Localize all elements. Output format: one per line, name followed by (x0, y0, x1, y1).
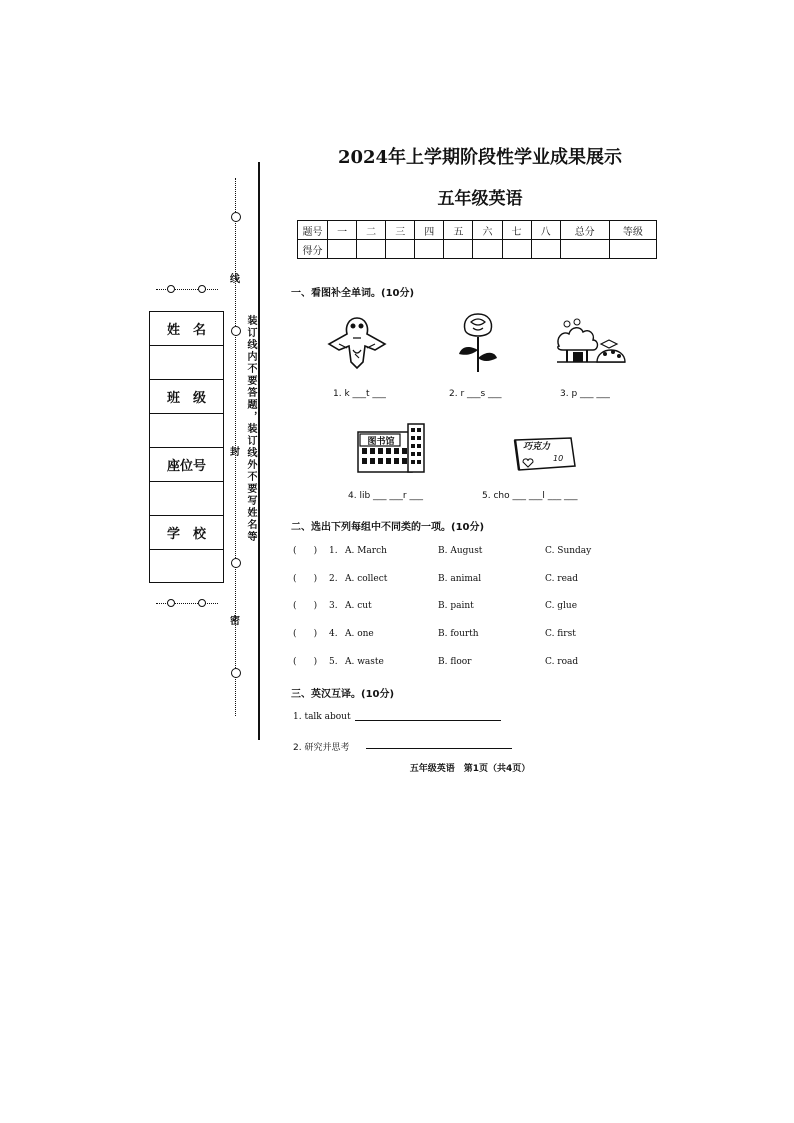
score-header-cell: 七 (502, 221, 531, 240)
answer-paren[interactable]: ( ) (293, 546, 318, 556)
section3-item-2: 2. 研究并思考 (293, 743, 350, 753)
score-header-cell: 等级 (609, 221, 656, 240)
binding-hole-icon (198, 285, 206, 293)
info-label-class: 班 级 (150, 380, 223, 414)
score-header-cell: 题号 (298, 221, 328, 240)
score-header-cell: 六 (473, 221, 502, 240)
question-number: 3. (329, 601, 338, 611)
option-a[interactable]: A. cut (345, 601, 372, 611)
option-a[interactable]: A. one (345, 629, 374, 639)
seal-char-xian: 线 (230, 274, 240, 285)
seal-char-mi: 密 (230, 616, 240, 627)
option-b[interactable]: B. floor (438, 657, 472, 667)
section2-heading: 二、选出下列每组中不同类的一项。(10分) (291, 522, 485, 533)
library-sign-text: 图书馆 (367, 437, 395, 447)
rose-icon (455, 310, 501, 374)
option-b[interactable]: B. animal (438, 574, 482, 584)
binding-hole-icon (167, 599, 175, 607)
section1-item-1[interactable]: 1. k ___t ___ (333, 389, 386, 399)
option-c[interactable]: C. first (545, 629, 576, 639)
info-field-seat[interactable] (150, 482, 223, 516)
binding-solid-line (258, 162, 260, 740)
option-a[interactable]: A. waste (345, 657, 384, 667)
score-header-cell: 八 (531, 221, 560, 240)
question-number: 4. (329, 629, 338, 639)
score-header-cell: 五 (444, 221, 473, 240)
option-b[interactable]: B. fourth (438, 629, 479, 639)
chocolate-icon (509, 436, 577, 472)
info-field-name[interactable] (150, 346, 223, 380)
answer-paren[interactable]: ( ) (293, 601, 318, 611)
binding-note: 装订线内不要答题，装订线外不要写姓名等 (245, 315, 256, 543)
binding-hole-icon (231, 558, 241, 568)
question-number: 5. (329, 657, 338, 667)
library-icon (354, 420, 426, 474)
dotted-marker (156, 289, 218, 290)
answer-line-1[interactable] (355, 720, 501, 721)
score-cell[interactable] (560, 240, 609, 259)
section1-heading: 一、看图补全单词。(10分) (291, 288, 415, 299)
score-header-cell: 四 (415, 221, 444, 240)
binding-hole-icon (231, 326, 241, 336)
answer-paren[interactable]: ( ) (293, 574, 318, 584)
score-table-header-row (298, 221, 657, 240)
option-c[interactable]: C. Sunday (545, 546, 592, 556)
section1-item-2[interactable]: 2. r ___s ___ (449, 389, 502, 399)
seal-char-feng: 封 (230, 447, 240, 458)
score-cell[interactable] (415, 240, 444, 259)
page-title: 2024年上学期阶段性学业成果展示 (337, 147, 623, 168)
binding-hole-icon (167, 285, 175, 293)
section3-item-1: 1. talk about (293, 712, 351, 722)
binding-hole-icon (198, 599, 206, 607)
option-c[interactable]: C. read (545, 574, 579, 584)
option-b[interactable]: B. paint (438, 601, 474, 611)
score-row-label: 得分 (298, 240, 328, 259)
chocolate-sign-text: 巧克力 (523, 442, 551, 452)
question-number: 2. (329, 574, 338, 584)
score-cell[interactable] (609, 240, 656, 259)
info-label-name: 姓 名 (150, 312, 223, 346)
page-footer: 五年级英语 第1页（共4页） (409, 764, 531, 774)
info-label-school: 学 校 (150, 516, 223, 550)
chocolate-number: 10 (553, 454, 564, 463)
answer-line-2[interactable] (366, 748, 512, 749)
score-cell[interactable] (357, 240, 386, 259)
score-header-cell: 总分 (560, 221, 609, 240)
info-field-school[interactable] (150, 550, 223, 584)
binding-hole-icon (231, 212, 241, 222)
score-cell[interactable] (531, 240, 560, 259)
section3-heading: 三、英汉互译。(10分) (291, 689, 395, 700)
answer-paren[interactable]: ( ) (293, 629, 318, 639)
score-header-cell: 三 (386, 221, 415, 240)
score-cell[interactable] (386, 240, 415, 259)
section1-item-5[interactable]: 5. cho ___ ___l ___ ___ (482, 491, 578, 501)
answer-paren[interactable]: ( ) (293, 657, 318, 667)
score-header-cell: 二 (357, 221, 386, 240)
score-table-score-row (298, 240, 657, 259)
option-b[interactable]: B. August (438, 546, 483, 556)
park-icon (553, 316, 629, 368)
score-table (297, 220, 657, 259)
score-header-cell: 一 (328, 221, 357, 240)
binding-hole-icon (231, 668, 241, 678)
info-label-seat: 座位号 (150, 448, 223, 482)
dotted-marker (156, 603, 218, 604)
option-a[interactable]: A. March (345, 546, 387, 556)
kite-icon (325, 314, 389, 372)
option-c[interactable]: C. road (545, 657, 579, 667)
score-cell[interactable] (502, 240, 531, 259)
question-number: 1. (329, 546, 338, 556)
score-cell[interactable] (328, 240, 357, 259)
page-subtitle: 五年级英语 (437, 189, 523, 209)
info-field-class[interactable] (150, 414, 223, 448)
option-c[interactable]: C. glue (545, 601, 578, 611)
section1-item-3[interactable]: 3. p ___ ___ (560, 389, 610, 399)
option-a[interactable]: A. collect (345, 574, 388, 584)
section1-item-4[interactable]: 4. lib ___ ___r ___ (348, 491, 423, 501)
student-info-box (149, 311, 224, 583)
score-cell[interactable] (473, 240, 502, 259)
score-cell[interactable] (444, 240, 473, 259)
